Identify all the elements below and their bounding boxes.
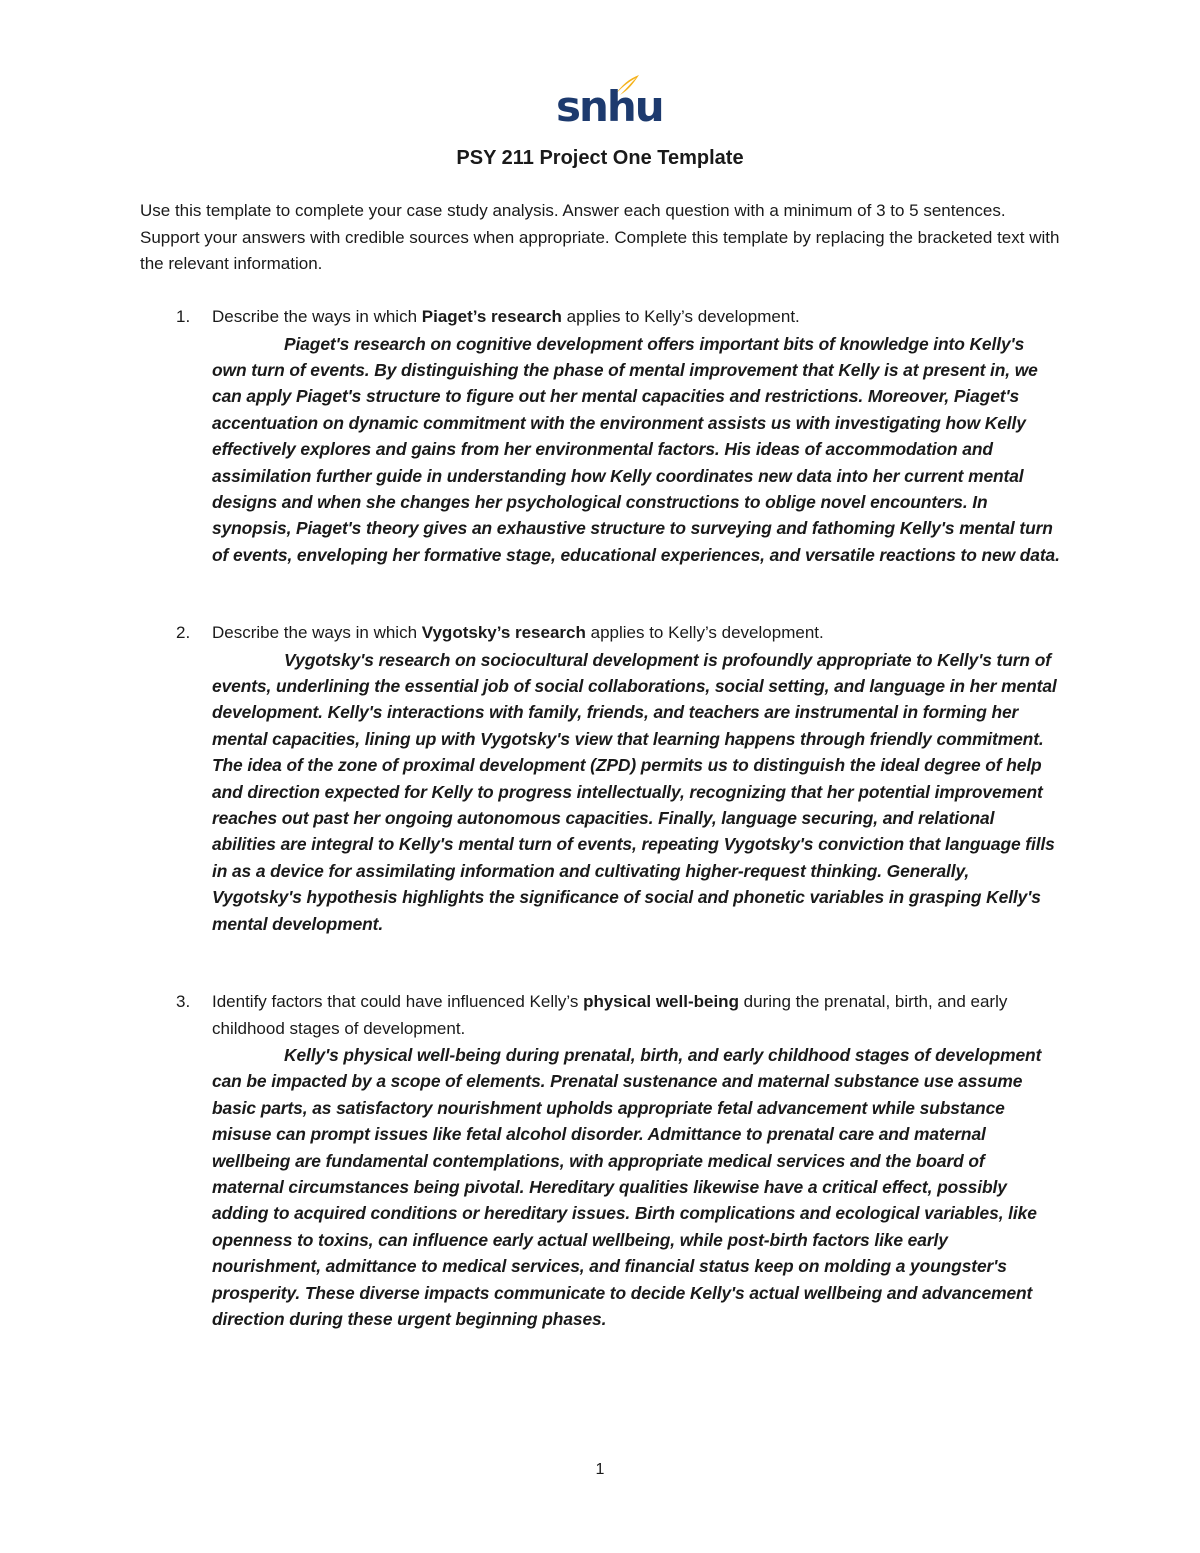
prompt-emphasis: Piaget’s research xyxy=(421,307,562,326)
question-prompt xyxy=(140,620,1060,647)
prompt-text: applies to Kelly’s development. xyxy=(561,307,800,326)
prompt-emphasis: Vygotsky’s research xyxy=(421,623,586,642)
prompt-text: during the prenatal, birth, and early childhood stages of development. xyxy=(212,992,1008,1038)
answer-paragraph: Piaget's research on cognitive development offers important bits of knowledge into Kelly's own turn of events. By distinguishing the phase of mental improvement that Kelly is at present in, we can apply Piaget's structure to figure out her mental capacities and restrictions. Moreover, Piaget's accentuation on dynamic commitment with the environment assists us with investigating how Kelly effectively explores and gains from her environmental factors. His ideas of accommodation and assimilation further guide in understanding how Kelly coordinates new data into her current mental designs and when she changes her psychological constructions to oblige novel encounters. In synopsis, Piaget's theory gives an exhaustive structure to surveying and fathoming Kelly's mental turn of events, enveloping her formative stage, educational experiences, and versatile reactions to new data. xyxy=(212,333,1060,565)
logo-wordmark: snhu xyxy=(556,82,663,131)
prompt-text: applies to Kelly’s development. xyxy=(585,623,824,642)
prompt-text: Describe the ways in which xyxy=(212,623,422,642)
question-prompt xyxy=(140,989,1060,1042)
question-1 xyxy=(140,304,1060,568)
answer-paragraph: Vygotsky's research on sociocultural development is profoundly appropriate to Kelly's turn of events, underlining the essential job of social collaborations, social setting, and language in her mental development. Kelly's interactions with family, friends, and teachers are instrumental in forming her mental capacities, lining up with Vygotsky's view that learning happens through friendly commitment. The idea of the zone of proximal development (ZPD) permits us to distinguish the ideal degree of help and direction expected for Kelly to progress intellectually, recognizing that her potential improvement reaches out past her ongoing autonomous capacities. Finally, language securing, and relational abilities are integral to Kelly's mental turn of events, repeating Vygotsky's conviction that language fills in as a device for assimilating information and cultivating higher-request thinking. Generally, Vygotsky's hypothesis highlights the significance of social and phonetic variables in grasping Kelly's mental development. xyxy=(212,649,1057,934)
page-number: 1 xyxy=(595,1461,605,1478)
question-number: 3. xyxy=(176,992,191,1011)
question-2 xyxy=(140,620,1060,937)
question-number: 1. xyxy=(176,307,191,326)
question-number: 2. xyxy=(176,623,191,642)
question-prompt xyxy=(140,304,1060,331)
prompt-text: Identify factors that could have influenced Kelly’s xyxy=(212,992,584,1011)
prompt-emphasis: physical well-being xyxy=(583,992,739,1011)
question-3 xyxy=(140,989,1060,1332)
page-title: PSY 211 Project One Template xyxy=(456,147,744,169)
prompt-text: Describe the ways in which xyxy=(212,307,422,326)
snhu-logo xyxy=(554,74,663,134)
answer-paragraph: Kelly's physical well-being during prenatal, birth, and early childhood stages of development can be impacted by a scope of elements. Prenatal sustenance and maternal substance use assume basic parts, as satisfactory nourishment upholds appropriate fetal advancement while substance misuse can prompt issues like fetal alcohol disorder. Admittance to prenatal care and maternal wellbeing are fundamental contemplations, with appropriate medical services and the board of maternal circumstances being pivotal. Hereditary qualities likewise have a critical effect, possibly adding to acquired conditions or hereditary issues. Birth complications and ecological variables, like openness to toxins, can influence early actual wellbeing, while post-birth factors like early nourishment, admittance to medical services, and financial status keep on molding a youngster's prosperity. These diverse impacts communicate to decide Kelly's actual wellbeing and advancement direction during these urgent beginning phases. xyxy=(212,1045,1042,1330)
intro-paragraph: Use this template to complete your case study analysis. Answer each question with a minimum of 3 to 5 sentences. Support your answers with credible sources when appropriate. Complete this template by replacing the bracketed text with the relevant information. xyxy=(140,201,1060,273)
